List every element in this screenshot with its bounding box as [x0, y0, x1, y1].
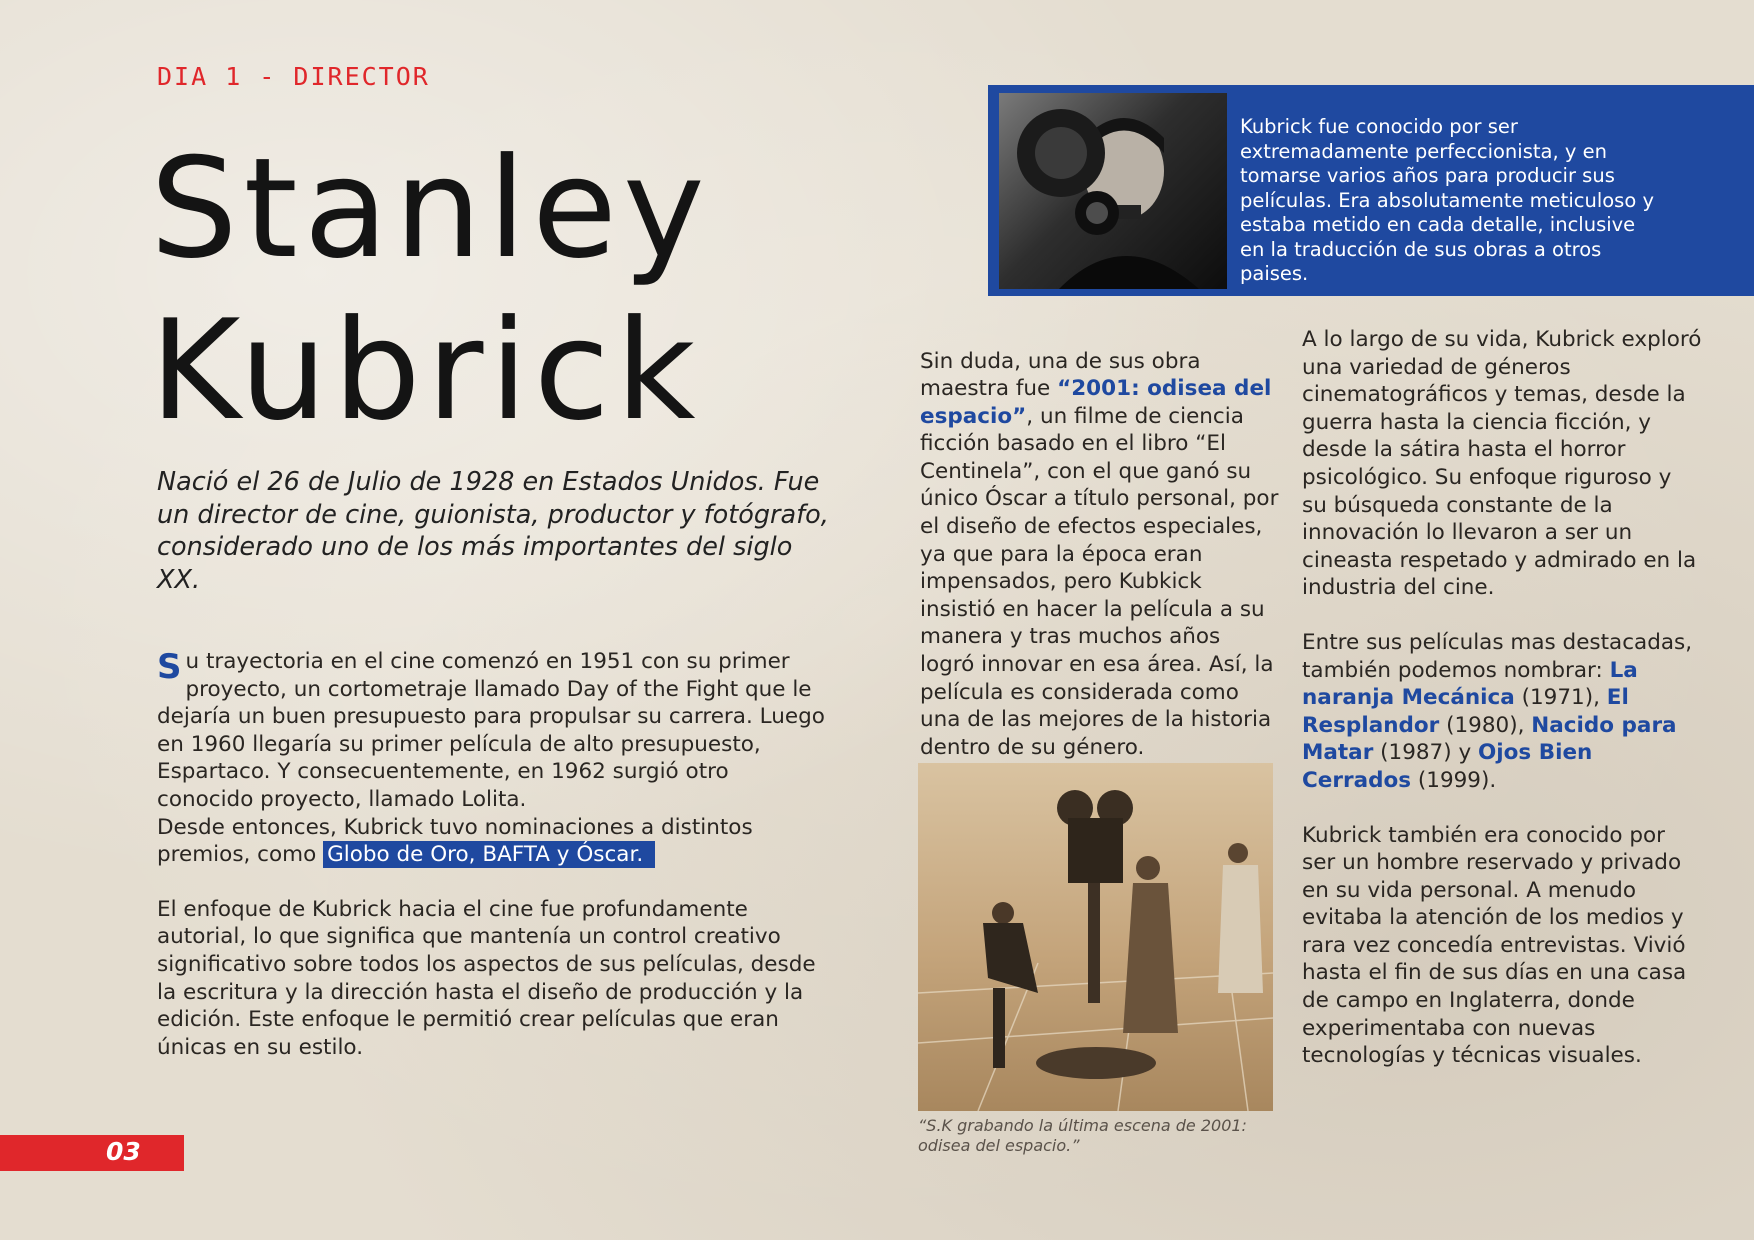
- quote-box-text: Kubrick fue conocido por ser extremadamente perfeccionista, y en tomarse varios años para producir sus películas. Era absolutamente meticuloso y estaba metido en cada detalle, inclusive en la traducción de sus obras a otros paises.: [1240, 115, 1654, 285]
- section-kicker: DIA 1 - DIRECTOR: [157, 62, 430, 91]
- odyssey-text-post: , un filme de ciencia ficción basado en el libro “El Centinela”, con el que ganó su único Óscar a título personal, por el diseño de efectos especiales, ya que para la época eran impensados, pero Kubkick insistió en hacer la película a su manera y tras muchos años logró innovar en esa área. Así, la película es considerada como una de las mejores de la historia dentro de su género.: [920, 403, 1279, 760]
- odyssey-paragraph: [920, 348, 1280, 762]
- awards-highlight: Globo de Oro, BAFTA y Óscar.: [323, 841, 655, 868]
- film-year: (1999).: [1411, 767, 1497, 793]
- quote-box: [988, 85, 1754, 296]
- film-title: Nacido para Matar: [1302, 712, 1677, 766]
- films-paragraph: [1302, 629, 1702, 795]
- film-title: La naranja Mecánica: [1302, 657, 1638, 711]
- film-year: (1971),: [1514, 685, 1607, 711]
- page-number-bar: [0, 1135, 184, 1171]
- photo-caption: “S.K grabando la última escena de 2001: odisea del espacio.”: [918, 1116, 1247, 1155]
- film-title: El Resplandor: [1302, 685, 1629, 738]
- approach-paragraph: El enfoque de Kubrick hacia el cine fue profundamente autorial, lo que significa que mantenía un control creativo significativo sobre todos los aspectos de sus películas, desde la escritura y la dirección hasta el diseño de producción y la edición. Este enfoque le permitió crear películas que eran únicas en su estilo.: [157, 896, 816, 1060]
- page-number: 03: [106, 1137, 141, 1166]
- middle-column: [920, 326, 1280, 783]
- nominations-text: Desde entonces, Kubrick tuvo nominaciones a distintos premios, como: [157, 814, 753, 868]
- kubrick-portrait-photo: [999, 93, 1227, 289]
- drop-cap: S: [157, 647, 182, 687]
- career-text: u trayectoria en el cine comenzó en 1951 con su primer proyecto, un cortometraje llamado Day of the Fight que le dejaría un buen presupuesto para propulsar su carrera. Luego en 1960 llegaría su primer película de alto presupuesto, Espartaco. Y consecuentemente, en 1962 surgió otro conocido proyecto, llamado Lolita.: [157, 649, 825, 812]
- genres-paragraph: A lo largo de su vida, Kubrick exploró una variedad de géneros cinematográficos y temas, desde la guerra hasta la ciencia ficción, y desde la sátira hasta el horror psicológico. Su enfoque riguroso y su búsqueda constante de la innovación lo llevaron a ser un cineasta respetado y admirado en la industria del cine.: [1302, 327, 1702, 601]
- film-title: Ojos Bien Cerrados: [1302, 740, 1593, 793]
- left-column: [157, 648, 827, 1088]
- films-intro: Entre sus películas mas destacadas, también podemos nombrar:: [1302, 629, 1693, 683]
- title-line-first-name: Stanley: [150, 128, 711, 289]
- film-set-photo: [918, 763, 1273, 1111]
- film-year: (1980),: [1439, 712, 1532, 738]
- odyssey-film-title: “2001: odisea del espacio”: [920, 376, 1272, 429]
- title-line-last-name: Kubrick: [150, 290, 702, 451]
- career-paragraph: [157, 648, 827, 869]
- odyssey-text-pre: Sin duda, una de sus obra maestra fue: [920, 348, 1201, 402]
- right-column: [1302, 326, 1702, 1097]
- intro-paragraph: Nació el 26 de Julio de 1928 en Estados Unidos. Fue un director de cine, guionista, productor y fotógrafo, considerado uno de los más importantes del siglo XX.: [157, 467, 829, 595]
- page-title: [150, 128, 810, 452]
- film-year: (1987) y: [1373, 740, 1479, 766]
- private-life-paragraph: Kubrick también era conocido por ser un hombre reservado y privado en su vida personal. A menudo evitaba la atención de los medios y rara vez concedía entrevistas. Vivió hasta el fin de sus días en una casa de campo en Inglaterra, donde experimentaba con nuevas tecnologías y técnicas visuales.: [1302, 822, 1687, 1069]
